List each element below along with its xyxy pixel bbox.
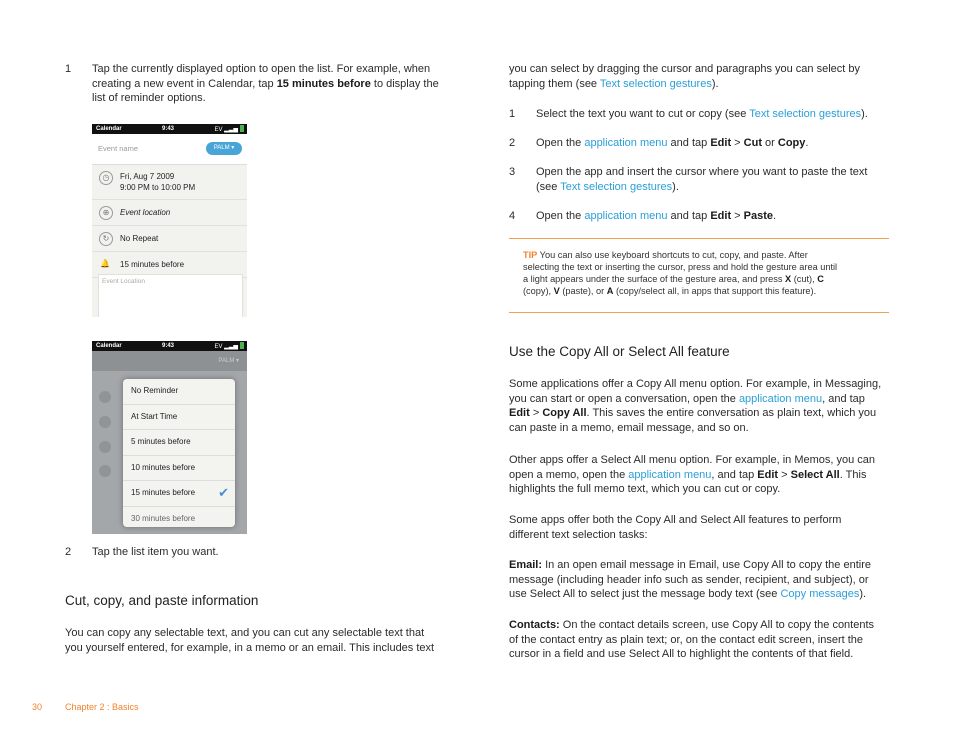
calendar-selector-button: PALM ▾ bbox=[218, 358, 239, 364]
option-name: 15 minutes before bbox=[276, 77, 371, 90]
step-r2: 2 Open the application menu and tap Edit > Cut or Copy. bbox=[509, 137, 809, 149]
repeat-row[interactable]: ↻ No Repeat bbox=[92, 226, 247, 252]
reminder-option[interactable]: 5 minutes before bbox=[123, 430, 235, 456]
application-menu-link[interactable]: application menu bbox=[584, 137, 668, 149]
event-name-placeholder[interactable]: Event name bbox=[98, 144, 139, 153]
event-location-row[interactable]: ⊕ Event location bbox=[92, 200, 247, 226]
step-r3: 3 Open the app and insert the cursor where you want to paste the text (see Text selection gestures). bbox=[509, 166, 868, 193]
event-time-row[interactable]: ◷ Fri, Aug 7 2009 9:00 PM to 10:00 PM bbox=[92, 165, 247, 200]
step-1: 1 Tap the currently displayed option to open the list. For example, when creating a new event in Calendar, tap 15 minutes before to display the list of reminder options. bbox=[65, 63, 439, 104]
location-icon bbox=[99, 416, 111, 428]
battery-icon bbox=[240, 342, 244, 349]
clock: 9:43 bbox=[162, 343, 175, 349]
step-number: 1 bbox=[65, 63, 72, 75]
calendar-selector-button[interactable]: PALM ▾ bbox=[206, 142, 242, 155]
location-icon: ⊕ bbox=[99, 206, 113, 220]
contacts-paragraph: Contacts: On the contact details screen, use Copy All to copy the contents of the contact entry as plain text; or, on the contact edit screen, insert the cursor in a field and use Select All to highlight the contents of that field. bbox=[509, 619, 875, 660]
clock-icon: ◷ bbox=[99, 171, 113, 185]
reminder-option[interactable]: 10 minutes before bbox=[123, 456, 235, 482]
reminder-list-screenshot bbox=[92, 341, 247, 534]
app-name: Calendar bbox=[96, 126, 122, 132]
reminder-option[interactable]: At Start Time bbox=[123, 405, 235, 431]
page-number: 30 bbox=[32, 702, 43, 712]
cut-copy-intro: You can copy any selectable text, and you can cut any selectable text that you yourself entered, for example, in a memo or an email. This includes text bbox=[65, 627, 435, 654]
tip-box: TIP You can also use keyboard shortcuts to cut, copy, and paste. After selecting the text or inserting the cursor, press and hold the gesture area until a light appears under the surface of the gesture area, and press X (cut), C (copy), V (paste), or A (copy/select all, in apps that support this feature). bbox=[509, 238, 889, 313]
network-label: EV bbox=[214, 127, 223, 133]
status-bar bbox=[92, 124, 247, 134]
text-selection-gestures-link[interactable]: Text selection gestures bbox=[749, 108, 862, 120]
battery-icon bbox=[240, 125, 244, 132]
repeat-icon: ↻ bbox=[99, 232, 113, 246]
section-heading-copy-all: Use the Copy All or Select All feature bbox=[509, 344, 730, 359]
app-name: Calendar bbox=[96, 343, 122, 349]
copy-all-paragraph: Some applications offer a Copy All menu option. For example, in Messaging, you can start or open a conversation, open the application menu, and tap Edit > Copy All. This saves the entire conversation as plain text, which you can paste in a memo, email message, and so on. bbox=[509, 378, 882, 434]
signal-icon: ▂▃▅ bbox=[224, 344, 238, 350]
signal-icon: ▂▃▅ bbox=[224, 127, 238, 133]
bell-icon: 🔔 bbox=[100, 259, 110, 268]
chapter-label: Chapter 2 : Basics bbox=[65, 702, 139, 712]
select-all-paragraph: Other apps offer a Select All menu option. For example, in Memos, you can open a memo, open the application menu, and tap Edit > Select All. This highlights the full memo text, which you can cut or copy. bbox=[509, 454, 876, 495]
reminder-option-selected[interactable]: 15 minutes before ✔ bbox=[123, 481, 235, 507]
contacts-label: Contacts: bbox=[509, 619, 560, 631]
status-bar bbox=[92, 341, 247, 351]
text-selection-gestures-link[interactable]: Text selection gestures bbox=[599, 77, 712, 90]
reminder-option[interactable]: 30 minutes before bbox=[123, 507, 235, 527]
event-name-header bbox=[92, 134, 247, 165]
application-menu-link[interactable]: application menu bbox=[628, 468, 712, 481]
reminder-row[interactable]: 🔔 15 minutes before bbox=[92, 252, 247, 278]
reminder-options-list bbox=[123, 379, 235, 527]
step-1-line-1: Tap the currently displayed option to open the list. For example, when bbox=[92, 63, 431, 75]
text-selection-gestures-link[interactable]: Text selection gestures bbox=[560, 180, 673, 193]
step-r4: 4 Open the application menu and tap Edit > Paste. bbox=[509, 210, 777, 222]
intro-continued: you can select by dragging the cursor and paragraphs you can select by tapping them (see Text selection gestures). bbox=[509, 63, 860, 90]
tip-label: TIP bbox=[523, 250, 538, 260]
repeat-icon bbox=[99, 441, 111, 453]
application-menu-link[interactable]: application menu bbox=[584, 210, 668, 222]
bell-icon bbox=[99, 465, 111, 477]
step-2: 2 Tap the list item you want. bbox=[65, 546, 219, 558]
both-features-paragraph: Some apps offer both the Copy All and Select All features to perform different text selection tasks: bbox=[509, 514, 842, 541]
step-r1: 1 Select the text you want to cut or copy (see Text selection gestures). bbox=[509, 108, 868, 120]
dimmed-header bbox=[92, 351, 247, 371]
application-menu-link[interactable]: application menu bbox=[738, 392, 823, 405]
checkmark-icon: ✔ bbox=[218, 485, 229, 501]
notes-field[interactable]: Event Location bbox=[98, 274, 243, 317]
section-heading-cut-copy-paste: Cut, copy, and paste information bbox=[65, 593, 259, 608]
email-label: Email: bbox=[509, 559, 543, 571]
email-paragraph: Email: In an open email message in Email, use Copy All to copy the entire message (including header info such as sender, recipient, and subject), or use Select All to select just the message body text (see Copy messages). bbox=[509, 559, 871, 600]
clock: 9:43 bbox=[162, 126, 175, 132]
network-label: EV bbox=[214, 344, 223, 350]
clock-icon bbox=[99, 391, 111, 403]
copy-messages-link[interactable]: Copy messages bbox=[780, 588, 860, 600]
reminder-option[interactable]: No Reminder bbox=[123, 379, 235, 405]
calendar-event-screenshot bbox=[92, 124, 247, 317]
